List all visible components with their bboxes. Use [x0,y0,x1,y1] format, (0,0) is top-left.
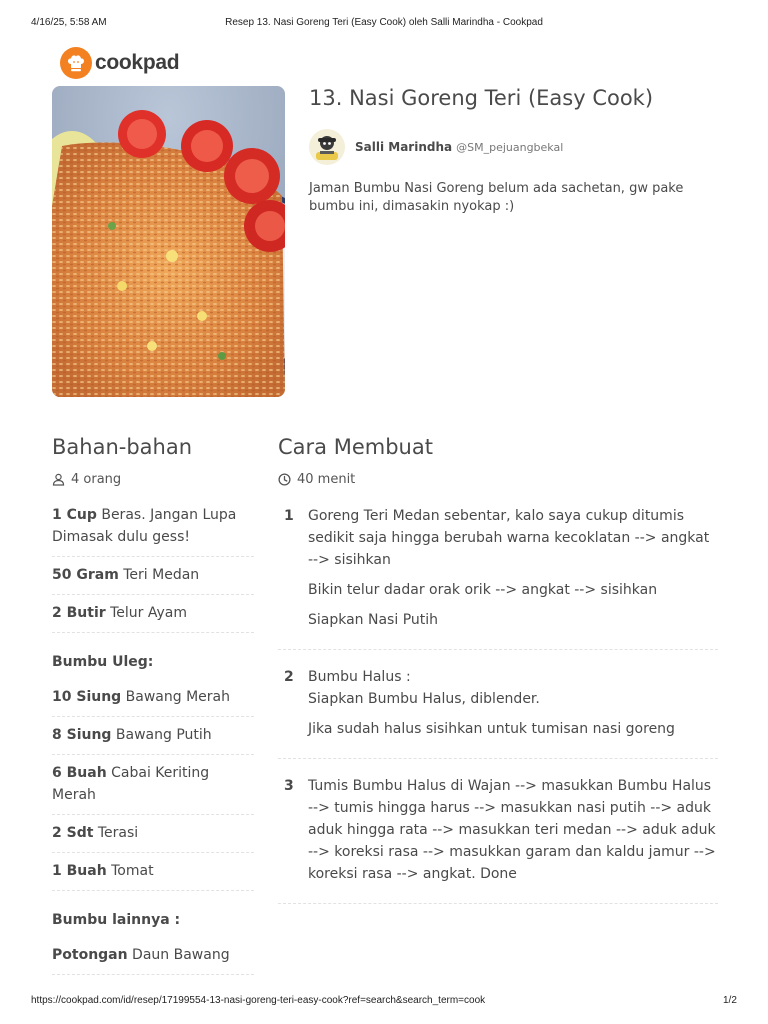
ingredient-item [52,822,254,853]
step-item [278,505,718,650]
servings-text: 4 orang [71,472,122,487]
servings [52,472,121,487]
ingredient-item [52,762,254,815]
print-page-title: Resep 13. Nasi Goreng Teri (Easy Cook) oleh Salli Marindha - Cookpad [225,17,543,28]
ingredient-name: Tomat [111,863,154,879]
step-text: Goreng Teri Medan sebentar, kalo saya cukup ditumis sedikit saja hingga berubah warna kecoklatan --> angkat --> sisihkan [308,508,710,568]
step-text: Bikin telur dadar orak orik --> angkat --> sisihkan [308,582,658,598]
step-text: Bumbu Halus : Siapkan Bumbu Halus, diblender. [308,669,540,707]
ingredients-list [52,504,254,982]
ingredient-qty: 2 Butir [52,605,106,621]
step-number: 2 [284,669,294,685]
person-icon [52,473,65,486]
author-info[interactable] [309,129,563,165]
author-avatar[interactable] [309,129,345,165]
ingredient-name: Daun Bawang [132,947,230,963]
ingredient-qty: 10 Siung [52,689,122,705]
ingredient-name: Terasi [97,825,139,841]
author-handle: @SM_pejuangbekal [456,140,564,154]
ingredient-qty: Potongan [52,947,128,963]
ingredient-qty: 2 Sdt [52,825,94,841]
ingredient-qty: 6 Buah [52,765,107,781]
cook-duration [278,472,355,487]
ingredient-qty: 50 Gram [52,567,119,583]
ingredient-name: Cabai Keriting Merah [52,765,210,803]
ingredient-qty: 1 Cup [52,507,97,523]
cookpad-logo[interactable] [60,47,179,79]
print-url: https://cookpad.com/id/resep/17199554-13-nasi-goreng-teri-easy-cook?ref=search&search_term=cook [31,995,486,1006]
ingredient-item [52,860,254,891]
step-text: Jika sudah halus sisihkan untuk tumisan nasi goreng [308,721,675,737]
step-item [278,775,718,904]
recipe-title: 13. Nasi Goreng Teri (Easy Cook) [309,86,654,110]
step-item [278,666,718,759]
step-number: 1 [284,508,294,524]
ingredient-name: Beras. Jangan Lupa Dimasak dulu gess! [52,507,237,545]
ingredient-item [52,602,254,633]
duration-text: 40 menit [297,472,356,487]
logo-text: cookpad [95,51,180,74]
step-body [308,775,718,893]
step-text: Siapkan Nasi Putih [308,612,439,628]
step-text: Tumis Bumbu Halus di Wajan --> masukkan Bumbu Halus --> tumis hingga harus --> masukkan nasi putih --> aduk aduk hingga rata --> masukkan teri medan --> aduk aduk --> koreksi rasa --> masukkan garam dan kaldu jamur --> koreksi rasa --> angkat. Done [308,778,716,882]
chef-hat-icon [60,47,92,79]
print-page-number: 1/2 [723,995,737,1006]
ingredient-item [52,564,254,595]
ingredient-name: Bawang Merah [125,689,230,705]
ingredient-section-title: Bumbu lainnya : [52,912,181,928]
ingredients-heading: Bahan-bahan [52,435,193,459]
steps-list [278,505,718,920]
ingredient-item [52,686,254,717]
steps-heading: Cara Membuat [278,435,433,459]
recipe-description: Jaman Bumbu Nasi Goreng belum ada sachetan, gw pake bumbu ini, dimasakin nyokap :) [309,181,684,214]
clock-icon [278,473,291,486]
recipe-photo [52,86,285,397]
step-body [308,505,718,639]
ingredient-item [52,724,254,755]
author-name[interactable]: Salli Marindha [355,140,453,154]
step-body [308,666,718,748]
ingredient-name: Bawang Putih [115,727,212,743]
ingredient-section-title: Bumbu Uleg: [52,654,154,670]
ingredient-item [52,504,254,557]
ingredient-name: Telur Ayam [110,605,187,621]
print-datetime: 4/16/25, 5:58 AM [31,17,107,28]
ingredient-qty: 8 Siung [52,727,112,743]
ingredient-qty: 1 Buah [52,863,107,879]
ingredient-name: Teri Medan [123,567,200,583]
ingredient-item [52,944,254,975]
step-number: 3 [284,778,294,794]
